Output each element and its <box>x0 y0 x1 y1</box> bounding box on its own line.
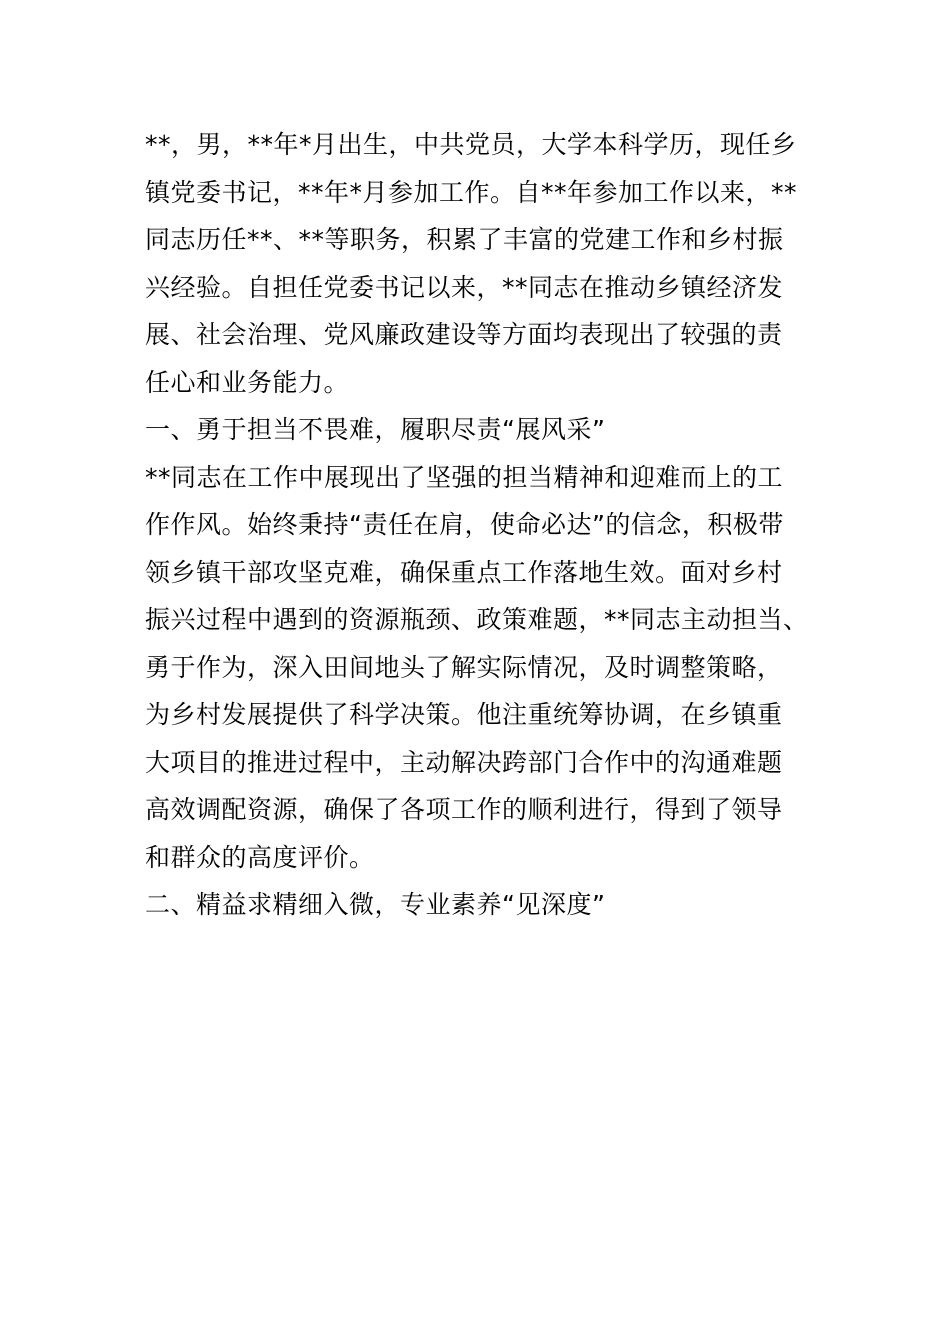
intro-line: 展、社会治理、党风廉政建设等方面均表现出了较强的责 <box>145 320 783 349</box>
section1-line: 大项目的推进过程中，主动解决跨部门合作中的沟通难题 <box>145 747 783 777</box>
intro-line: 同志历任**、**等职务，积累了丰富的党建工作和乡村振 <box>145 225 784 254</box>
section1-line: 和群众的高度评价。 <box>145 842 375 872</box>
intro-line: **，男，**年*月出生，中共党员，大学本科学历，现任乡 <box>145 130 797 159</box>
document-body <box>145 121 825 929</box>
intro-line: 镇党委书记，**年*月参加工作。自**年参加工作以来，** <box>145 177 798 207</box>
section1-line: 作作风。始终秉持“责任在肩，使命必达”的信念，积极带 <box>145 510 784 539</box>
section1-line: 振兴过程中遇到的资源瓶颈、政策难题，**同志主动担当、 <box>145 605 809 634</box>
section-heading-1: 一、勇于担当不畏难，履职尽责“展风采” <box>145 415 606 444</box>
section1-line: **同志在工作中展现出了坚强的担当精神和迎难而上的工 <box>145 462 784 492</box>
section-heading-2: 二、精益求精细入微，专业素养“见深度” <box>145 890 606 919</box>
section1-line: 为乡村发展提供了科学决策。他注重统筹协调，在乡镇重 <box>145 700 783 729</box>
section1-line: 高效调配资源，确保了各项工作的顺利进行，得到了领导 <box>145 795 783 824</box>
section1-line: 勇于作为，深入田间地头了解实际情况，及时调整策略， <box>145 652 783 682</box>
intro-line: 任心和业务能力。 <box>145 367 350 397</box>
intro-line: 兴经验。自担任党委书记以来，**同志在推动乡镇经济发 <box>145 272 784 302</box>
section1-line: 领乡镇干部攻坚克难，确保重点工作落地生效。面对乡村 <box>145 557 783 587</box>
